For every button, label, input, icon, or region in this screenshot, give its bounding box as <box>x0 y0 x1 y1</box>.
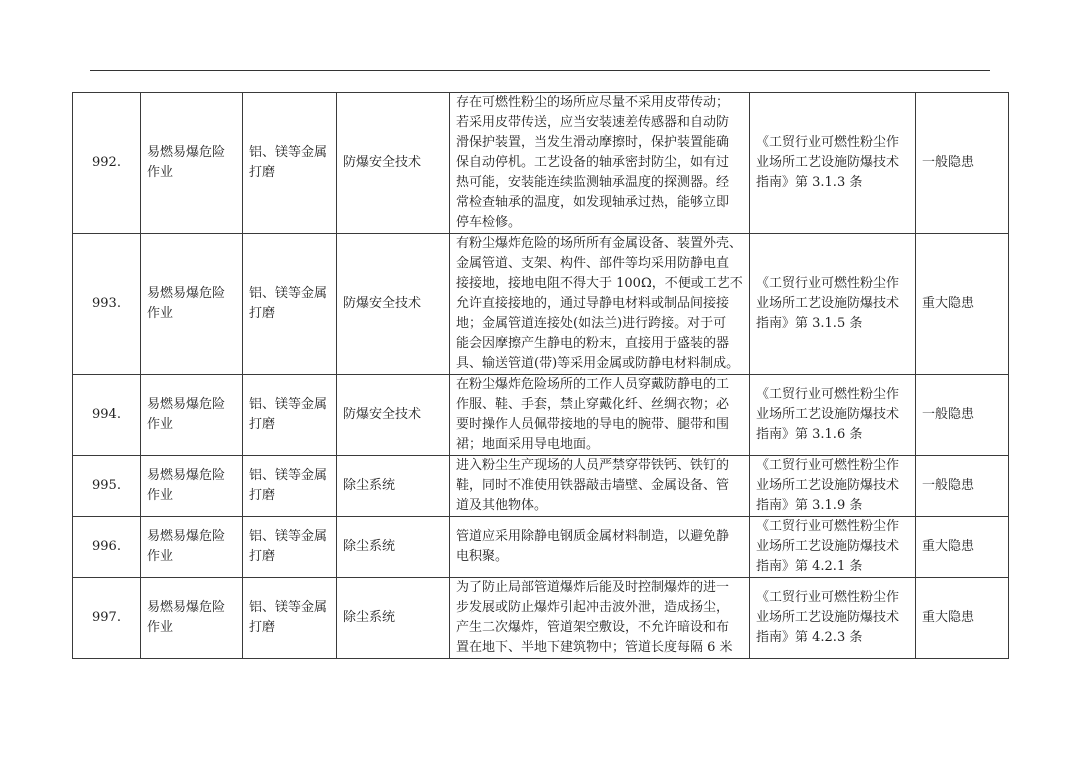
work-category-line: 作业 <box>147 306 174 321</box>
item-number-cell <box>73 578 141 659</box>
requirement-line: 保自动停机。工艺设备的轴承密封防尘，如有过 <box>456 155 730 170</box>
basis-reference-line: 指南》第 3.1.9 条 <box>756 498 863 513</box>
check-aspect-cell <box>337 93 450 234</box>
basis-reference-line: 指南》第 4.2.1 条 <box>756 559 863 574</box>
basis-reference-line: 《工贸行业可燃性粉尘作 <box>756 135 900 150</box>
basis-reference-line: 《工贸行业可燃性粉尘作 <box>756 519 900 534</box>
check-aspect-line: 防爆安全技术 <box>343 155 422 170</box>
basis-reference-cell <box>750 456 916 517</box>
requirement-line: 停车检修。 <box>456 215 522 230</box>
work-category-line: 易燃易爆危险 <box>147 286 226 301</box>
requirement-line: 具、输送管道(带)等采用金属或防静电材料制成。 <box>456 356 740 371</box>
check-aspect-line: 除尘系统 <box>343 610 396 625</box>
basis-reference-cell <box>750 234 916 375</box>
requirement-line: 置在地下、半地下建筑物中；管道长度每隔 6 米 <box>456 640 733 655</box>
work-category-cell <box>141 578 243 659</box>
operation-type-line: 铝、镁等金属 <box>249 600 328 615</box>
requirement-line: 道及其他物体。 <box>456 498 548 513</box>
hazard-level-cell <box>916 517 1009 578</box>
work-category-cell <box>141 456 243 517</box>
item-number-line: 992. <box>92 155 121 170</box>
requirement-line: 产生二次爆炸，管道架空敷设，不允许暗设和布 <box>456 620 730 635</box>
table-row <box>73 517 1009 578</box>
requirement-line: 步发展或防止爆炸引起冲击波外泄，造成扬尘， <box>456 600 730 615</box>
work-category-line: 作业 <box>147 165 174 180</box>
hazard-level-line: 一般隐患 <box>922 478 975 493</box>
operation-type-cell <box>243 93 337 234</box>
work-category-line: 易燃易爆危险 <box>147 468 226 483</box>
basis-reference-line: 指南》第 3.1.5 条 <box>756 316 863 331</box>
operation-type-line: 打磨 <box>249 488 276 503</box>
check-aspect-cell <box>337 375 450 456</box>
hazard-level-cell <box>916 234 1009 375</box>
operation-type-line: 铝、镁等金属 <box>249 468 328 483</box>
work-category-cell <box>141 517 243 578</box>
requirement-line: 在粉尘爆炸危险场所的工作人员穿戴防静电的工 <box>456 377 730 392</box>
table-row <box>73 234 1009 375</box>
check-aspect-line: 除尘系统 <box>343 478 396 493</box>
basis-reference-line: 《工贸行业可燃性粉尘作 <box>756 590 900 605</box>
requirement-cell <box>450 234 750 375</box>
hazard-level-cell <box>916 375 1009 456</box>
work-category-line: 作业 <box>147 488 174 503</box>
basis-reference-line: 《工贸行业可燃性粉尘作 <box>756 458 900 473</box>
item-number-line: 995. <box>92 478 121 493</box>
work-category-line: 作业 <box>147 620 174 635</box>
table-row <box>73 375 1009 456</box>
hazard-level-line: 重大隐患 <box>922 610 975 625</box>
requirement-cell <box>450 578 750 659</box>
requirement-line: 热可能，安装能连续监测轴承温度的探测器。经 <box>456 175 730 190</box>
item-number-cell <box>73 93 141 234</box>
basis-reference-line: 指南》第 4.2.3 条 <box>756 630 863 645</box>
hazard-level-line: 一般隐患 <box>922 407 975 422</box>
requirement-line: 接接地，接地电阻不得大于 100Ω，不便或工艺不 <box>456 276 743 291</box>
check-aspect-line: 防爆安全技术 <box>343 296 422 311</box>
work-category-cell <box>141 375 243 456</box>
basis-reference-line: 指南》第 3.1.3 条 <box>756 175 863 190</box>
operation-type-line: 打磨 <box>249 165 276 180</box>
table-row <box>73 93 1009 234</box>
basis-reference-cell <box>750 93 916 234</box>
hazard-level-line: 重大隐患 <box>922 539 975 554</box>
hazard-checklist-table <box>72 92 1009 659</box>
requirement-cell <box>450 456 750 517</box>
hazard-level-line: 重大隐患 <box>922 296 975 311</box>
work-category-line: 易燃易爆危险 <box>147 397 226 412</box>
item-number-line: 994. <box>92 407 121 422</box>
basis-reference-line: 业场所工艺设施防爆技术 <box>756 478 900 493</box>
item-number-line: 993. <box>92 296 121 311</box>
requirement-line: 要时操作人员佩带接地的导电的腕带、腿带和围 <box>456 417 730 432</box>
item-number-line: 996. <box>92 539 121 554</box>
requirement-cell <box>450 93 750 234</box>
requirement-line: 裙；地面采用导电地面。 <box>456 437 600 452</box>
page-header-rule <box>90 70 990 71</box>
item-number-cell <box>73 456 141 517</box>
requirement-line: 常检查轴承的温度，如发现轴承过热，能够立即 <box>456 195 730 210</box>
requirement-line: 为了防止局部管道爆炸后能及时控制爆炸的进一 <box>456 580 730 595</box>
operation-type-cell <box>243 517 337 578</box>
basis-reference-line: 《工贸行业可燃性粉尘作 <box>756 387 900 402</box>
work-category-line: 作业 <box>147 417 174 432</box>
requirement-line: 管道应采用除静电钢质金属材料制造，以避免静 <box>456 529 730 544</box>
basis-reference-line: 业场所工艺设施防爆技术 <box>756 407 900 422</box>
requirement-line: 存在可燃性粉尘的场所应尽量不采用皮带传动； <box>456 95 730 110</box>
requirement-line: 能会因摩擦产生静电的粉末，直接用于盛装的器 <box>456 336 730 351</box>
operation-type-line: 铝、镁等金属 <box>249 145 328 160</box>
requirement-line: 若采用皮带传送，应当安装速差传感器和自动防 <box>456 115 730 130</box>
hazard-level-cell <box>916 578 1009 659</box>
operation-type-cell <box>243 234 337 375</box>
check-aspect-cell <box>337 578 450 659</box>
item-number-line: 997. <box>92 610 121 625</box>
work-category-line: 易燃易爆危险 <box>147 145 226 160</box>
hazard-level-line: 一般隐患 <box>922 155 975 170</box>
requirement-cell <box>450 517 750 578</box>
operation-type-line: 铝、镁等金属 <box>249 529 328 544</box>
operation-type-line: 铝、镁等金属 <box>249 397 328 412</box>
requirement-line: 有粉尘爆炸危险的场所所有金属设备、装置外壳、 <box>456 236 743 251</box>
hazard-table-body <box>73 93 1009 659</box>
operation-type-line: 打磨 <box>249 620 276 635</box>
item-number-cell <box>73 517 141 578</box>
table-row <box>73 456 1009 517</box>
operation-type-cell <box>243 456 337 517</box>
requirement-line: 金属管道、支架、构件、部件等均采用防静电直 <box>456 256 730 271</box>
basis-reference-line: 《工贸行业可燃性粉尘作 <box>756 276 900 291</box>
hazard-level-cell <box>916 93 1009 234</box>
operation-type-cell <box>243 375 337 456</box>
basis-reference-cell <box>750 517 916 578</box>
requirement-line: 滑保护装置，当发生滑动摩擦时，保护装置能确 <box>456 135 730 150</box>
table-row <box>73 578 1009 659</box>
operation-type-line: 铝、镁等金属 <box>249 286 328 301</box>
operation-type-line: 打磨 <box>249 549 276 564</box>
operation-type-cell <box>243 578 337 659</box>
item-number-cell <box>73 375 141 456</box>
operation-type-line: 打磨 <box>249 417 276 432</box>
work-category-line: 易燃易爆危险 <box>147 529 226 544</box>
basis-reference-line: 指南》第 3.1.6 条 <box>756 427 863 442</box>
basis-reference-cell <box>750 375 916 456</box>
hazard-level-cell <box>916 456 1009 517</box>
work-category-line: 易燃易爆危险 <box>147 600 226 615</box>
requirement-line: 鞋，同时不准使用铁器敲击墙壁、金属设备、管 <box>456 478 730 493</box>
check-aspect-line: 防爆安全技术 <box>343 407 422 422</box>
check-aspect-cell <box>337 456 450 517</box>
check-aspect-cell <box>337 234 450 375</box>
requirement-line: 地；金属管道连接处(如法兰)进行跨接。对于可 <box>456 316 727 331</box>
requirement-line: 作服、鞋、手套，禁止穿戴化纤、丝绸衣物；必 <box>456 397 730 412</box>
requirement-line: 进入粉尘生产现场的人员严禁穿带铁钙、铁钉的 <box>456 458 730 473</box>
requirement-cell <box>450 375 750 456</box>
operation-type-line: 打磨 <box>249 306 276 321</box>
check-aspect-cell <box>337 517 450 578</box>
check-aspect-line: 除尘系统 <box>343 539 396 554</box>
basis-reference-line: 业场所工艺设施防爆技术 <box>756 296 900 311</box>
basis-reference-line: 业场所工艺设施防爆技术 <box>756 610 900 625</box>
work-category-cell <box>141 93 243 234</box>
requirement-line: 允许直接接地的，通过导静电材料或制品间接接 <box>456 296 730 311</box>
item-number-cell <box>73 234 141 375</box>
basis-reference-line: 业场所工艺设施防爆技术 <box>756 155 900 170</box>
requirement-line: 电积聚。 <box>456 549 509 564</box>
basis-reference-cell <box>750 578 916 659</box>
work-category-line: 作业 <box>147 549 174 564</box>
work-category-cell <box>141 234 243 375</box>
basis-reference-line: 业场所工艺设施防爆技术 <box>756 539 900 554</box>
